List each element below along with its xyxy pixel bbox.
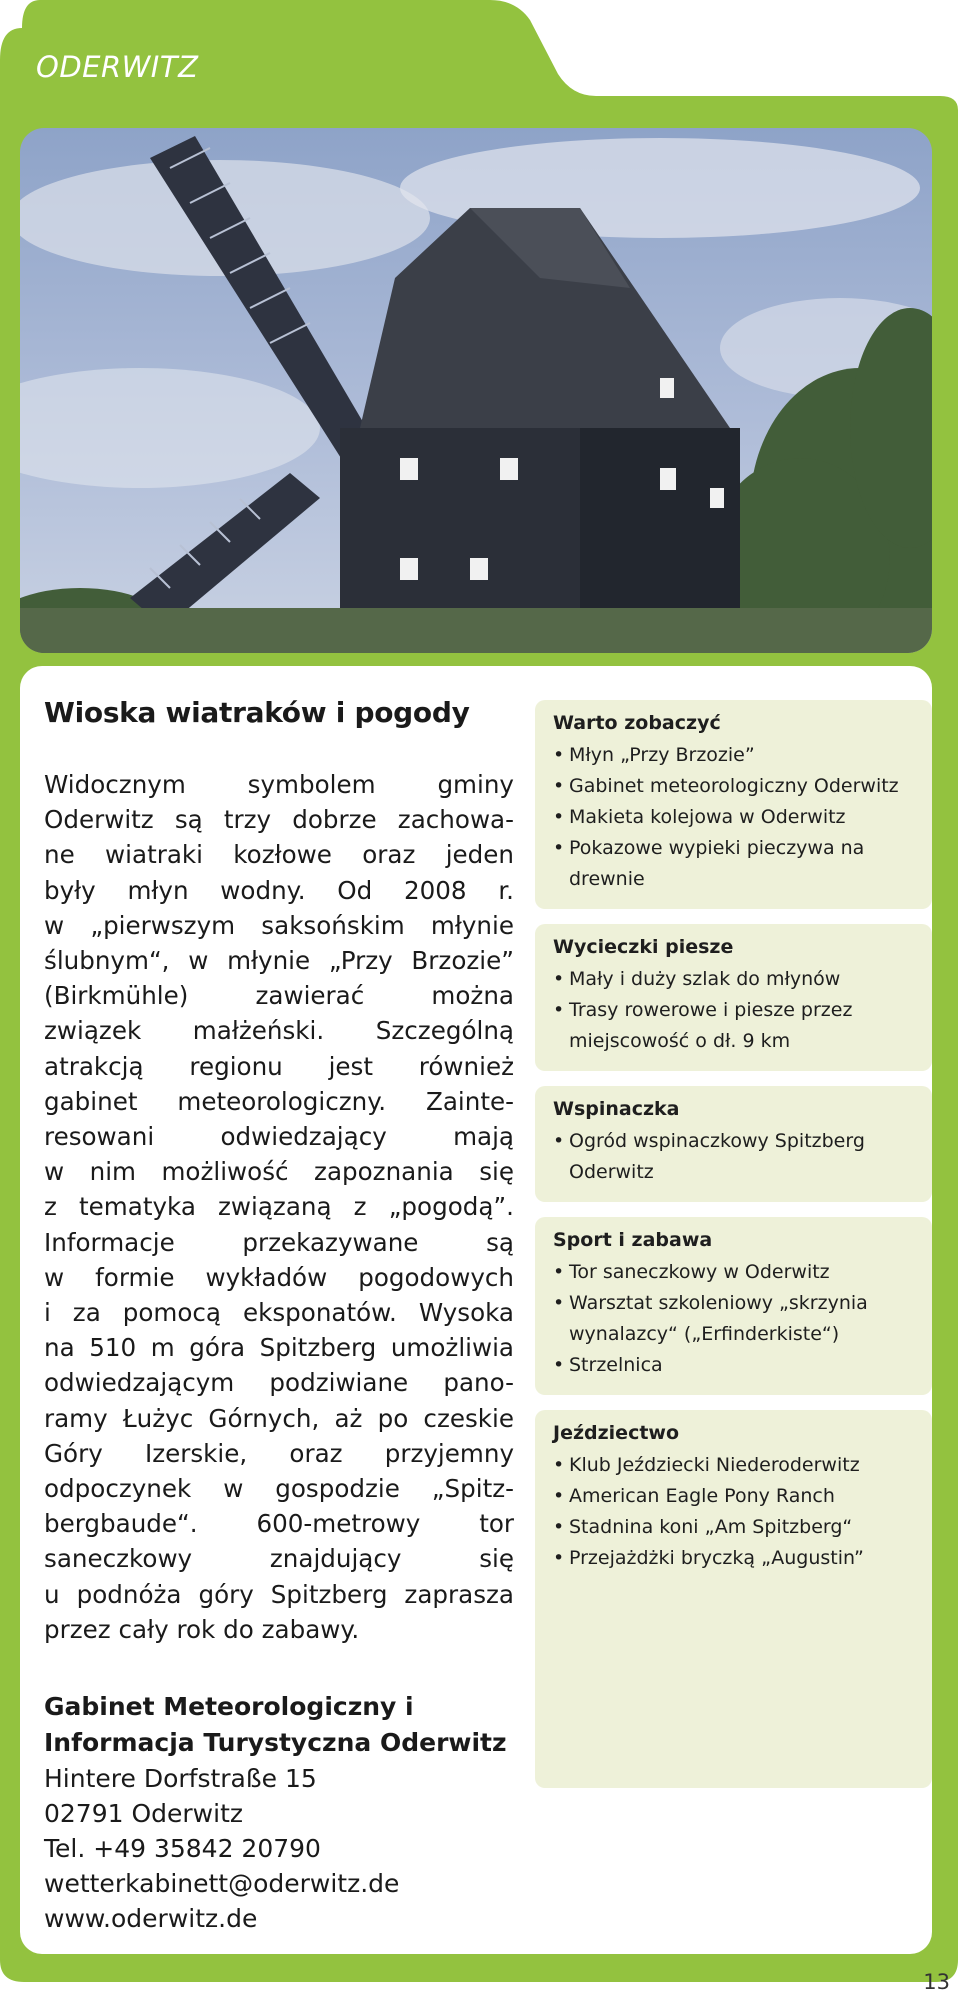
list-item: • American Eagle Pony Ranch <box>553 1481 916 1512</box>
contact-block <box>44 1689 514 1936</box>
contact-heading: Gabinet Meteorologiczny i <box>44 1692 414 1722</box>
info-box-hiking <box>535 924 932 1071</box>
article-line: bergbaude“. 600-metrowy tor <box>44 1509 514 1539</box>
windmill-photo <box>20 128 932 653</box>
info-box-title: Sport i zabawa <box>553 1229 713 1251</box>
article-heading: Wioska wiatraków i pogody <box>44 696 470 729</box>
article-line: na 510 m góra Spitzberg umożliwia <box>44 1333 514 1363</box>
article-line: w nim możliwość zapoznania się <box>44 1157 514 1187</box>
info-box-list <box>553 964 916 1057</box>
info-box-climbing <box>535 1086 932 1202</box>
list-item: • Stadnina koni „Am Spitzberg“ <box>553 1512 916 1543</box>
article-line: saneczkowy znajdujący się <box>44 1544 514 1574</box>
article-line: Góry Izerskie, oraz przyjemny <box>44 1438 514 1468</box>
article-line: (Birkmühle) zawierać można <box>44 981 514 1011</box>
article-line: były młyn wodny. Od 2008 r. <box>44 875 514 905</box>
article-line: odwiedzającym podziwiane pano- <box>44 1368 514 1398</box>
info-box-riding <box>535 1410 932 1788</box>
info-box-list <box>553 1257 916 1381</box>
article-line: gabinet meteorologiczny. Zainte- <box>44 1086 514 1116</box>
article-line: ślubnym“, w młynie „Przy Brzozie” <box>44 946 514 976</box>
list-item: • Ogród wspinaczkowy Spitzberg Oderwitz <box>553 1126 916 1188</box>
list-item: • Gabinet meteorologiczny Oderwitz <box>553 771 916 802</box>
article-line: Informacje przekazywane są <box>44 1227 514 1257</box>
article-line: i za pomocą eksponatów. Wysoka <box>44 1298 514 1328</box>
list-item: • Warsztat szkoleniowy „skrzynia wynalazcy“ („Erfinderkiste“) <box>553 1288 916 1350</box>
article-line: w „pierwszym saksońskim młynie <box>44 910 514 940</box>
article-line: resowani odwiedzający mają <box>44 1122 514 1152</box>
list-item: • Makieta kolejowa w Oderwitz <box>553 802 916 833</box>
page-title: ODERWITZ <box>36 50 199 84</box>
article-line: odpoczynek w gospodzie „Spitz- <box>44 1474 514 1504</box>
info-box-list <box>553 1126 916 1188</box>
content-panel <box>20 666 932 1954</box>
article-line: ramy Łużyc Górnych, aż po czeskie <box>44 1403 514 1433</box>
article-line: u podnóża góry Spitzberg zaprasza <box>44 1579 514 1609</box>
article-line: ne wiatraki kozłowe oraz jeden <box>44 840 514 870</box>
article-line: atrakcją regionu jest również <box>44 1051 514 1081</box>
contact-email[interactable]: wetterkabinett@oderwitz.de <box>44 1869 400 1899</box>
article <box>44 696 514 1936</box>
contact-city: 02791 Oderwitz <box>44 1799 243 1829</box>
list-item: • Tor saneczkowy w Oderwitz <box>553 1257 916 1288</box>
list-item: • Mały i duży szlak do młynów <box>553 964 916 995</box>
article-line: Widocznym symbolem gminy <box>44 770 514 799</box>
info-box-title: Jeździectwo <box>553 1422 680 1444</box>
contact-phone: Tel. +49 35842 20790 <box>44 1834 321 1864</box>
sidebar <box>535 700 932 1803</box>
info-box-list <box>553 740 916 895</box>
info-box-title: Wspinaczka <box>553 1098 680 1120</box>
page-number: 13 <box>923 1970 950 1994</box>
article-line: Oderwitz są trzy dobrze zachowa- <box>44 805 514 835</box>
info-box-see <box>535 700 932 909</box>
list-item: • Strzelnica <box>553 1350 916 1381</box>
list-item: • Pokazowe wypieki pieczywa na drewnie <box>553 833 916 895</box>
article-line: przez cały rok do zabawy. <box>44 1614 360 1644</box>
article-body <box>44 767 514 1647</box>
list-item: • Trasy rowerowe i piesze przez miejscowość o dł. 9 km <box>553 995 916 1057</box>
list-item: • Klub Jeździecki Niederoderwitz <box>553 1450 916 1481</box>
list-item: • Młyn „Przy Brzozie” <box>553 740 916 771</box>
contact-heading: Informacja Turystyczna Oderwitz <box>44 1728 507 1758</box>
info-box-title: Wycieczki piesze <box>553 936 734 958</box>
article-line: związek małżeński. Szczególną <box>44 1016 514 1046</box>
article-line: z tematyka związaną z „pogodą”. <box>44 1192 514 1222</box>
info-box-sport <box>535 1217 932 1395</box>
article-line: w formie wykładów pogodowych <box>44 1262 514 1292</box>
contact-website[interactable]: www.oderwitz.de <box>44 1904 258 1934</box>
contact-street: Hintere Dorfstraße 15 <box>44 1764 317 1794</box>
info-box-list <box>553 1450 916 1574</box>
list-item: • Przejażdżki bryczką „Augustin” <box>553 1543 916 1574</box>
info-box-title: Warto zobaczyć <box>553 712 721 734</box>
